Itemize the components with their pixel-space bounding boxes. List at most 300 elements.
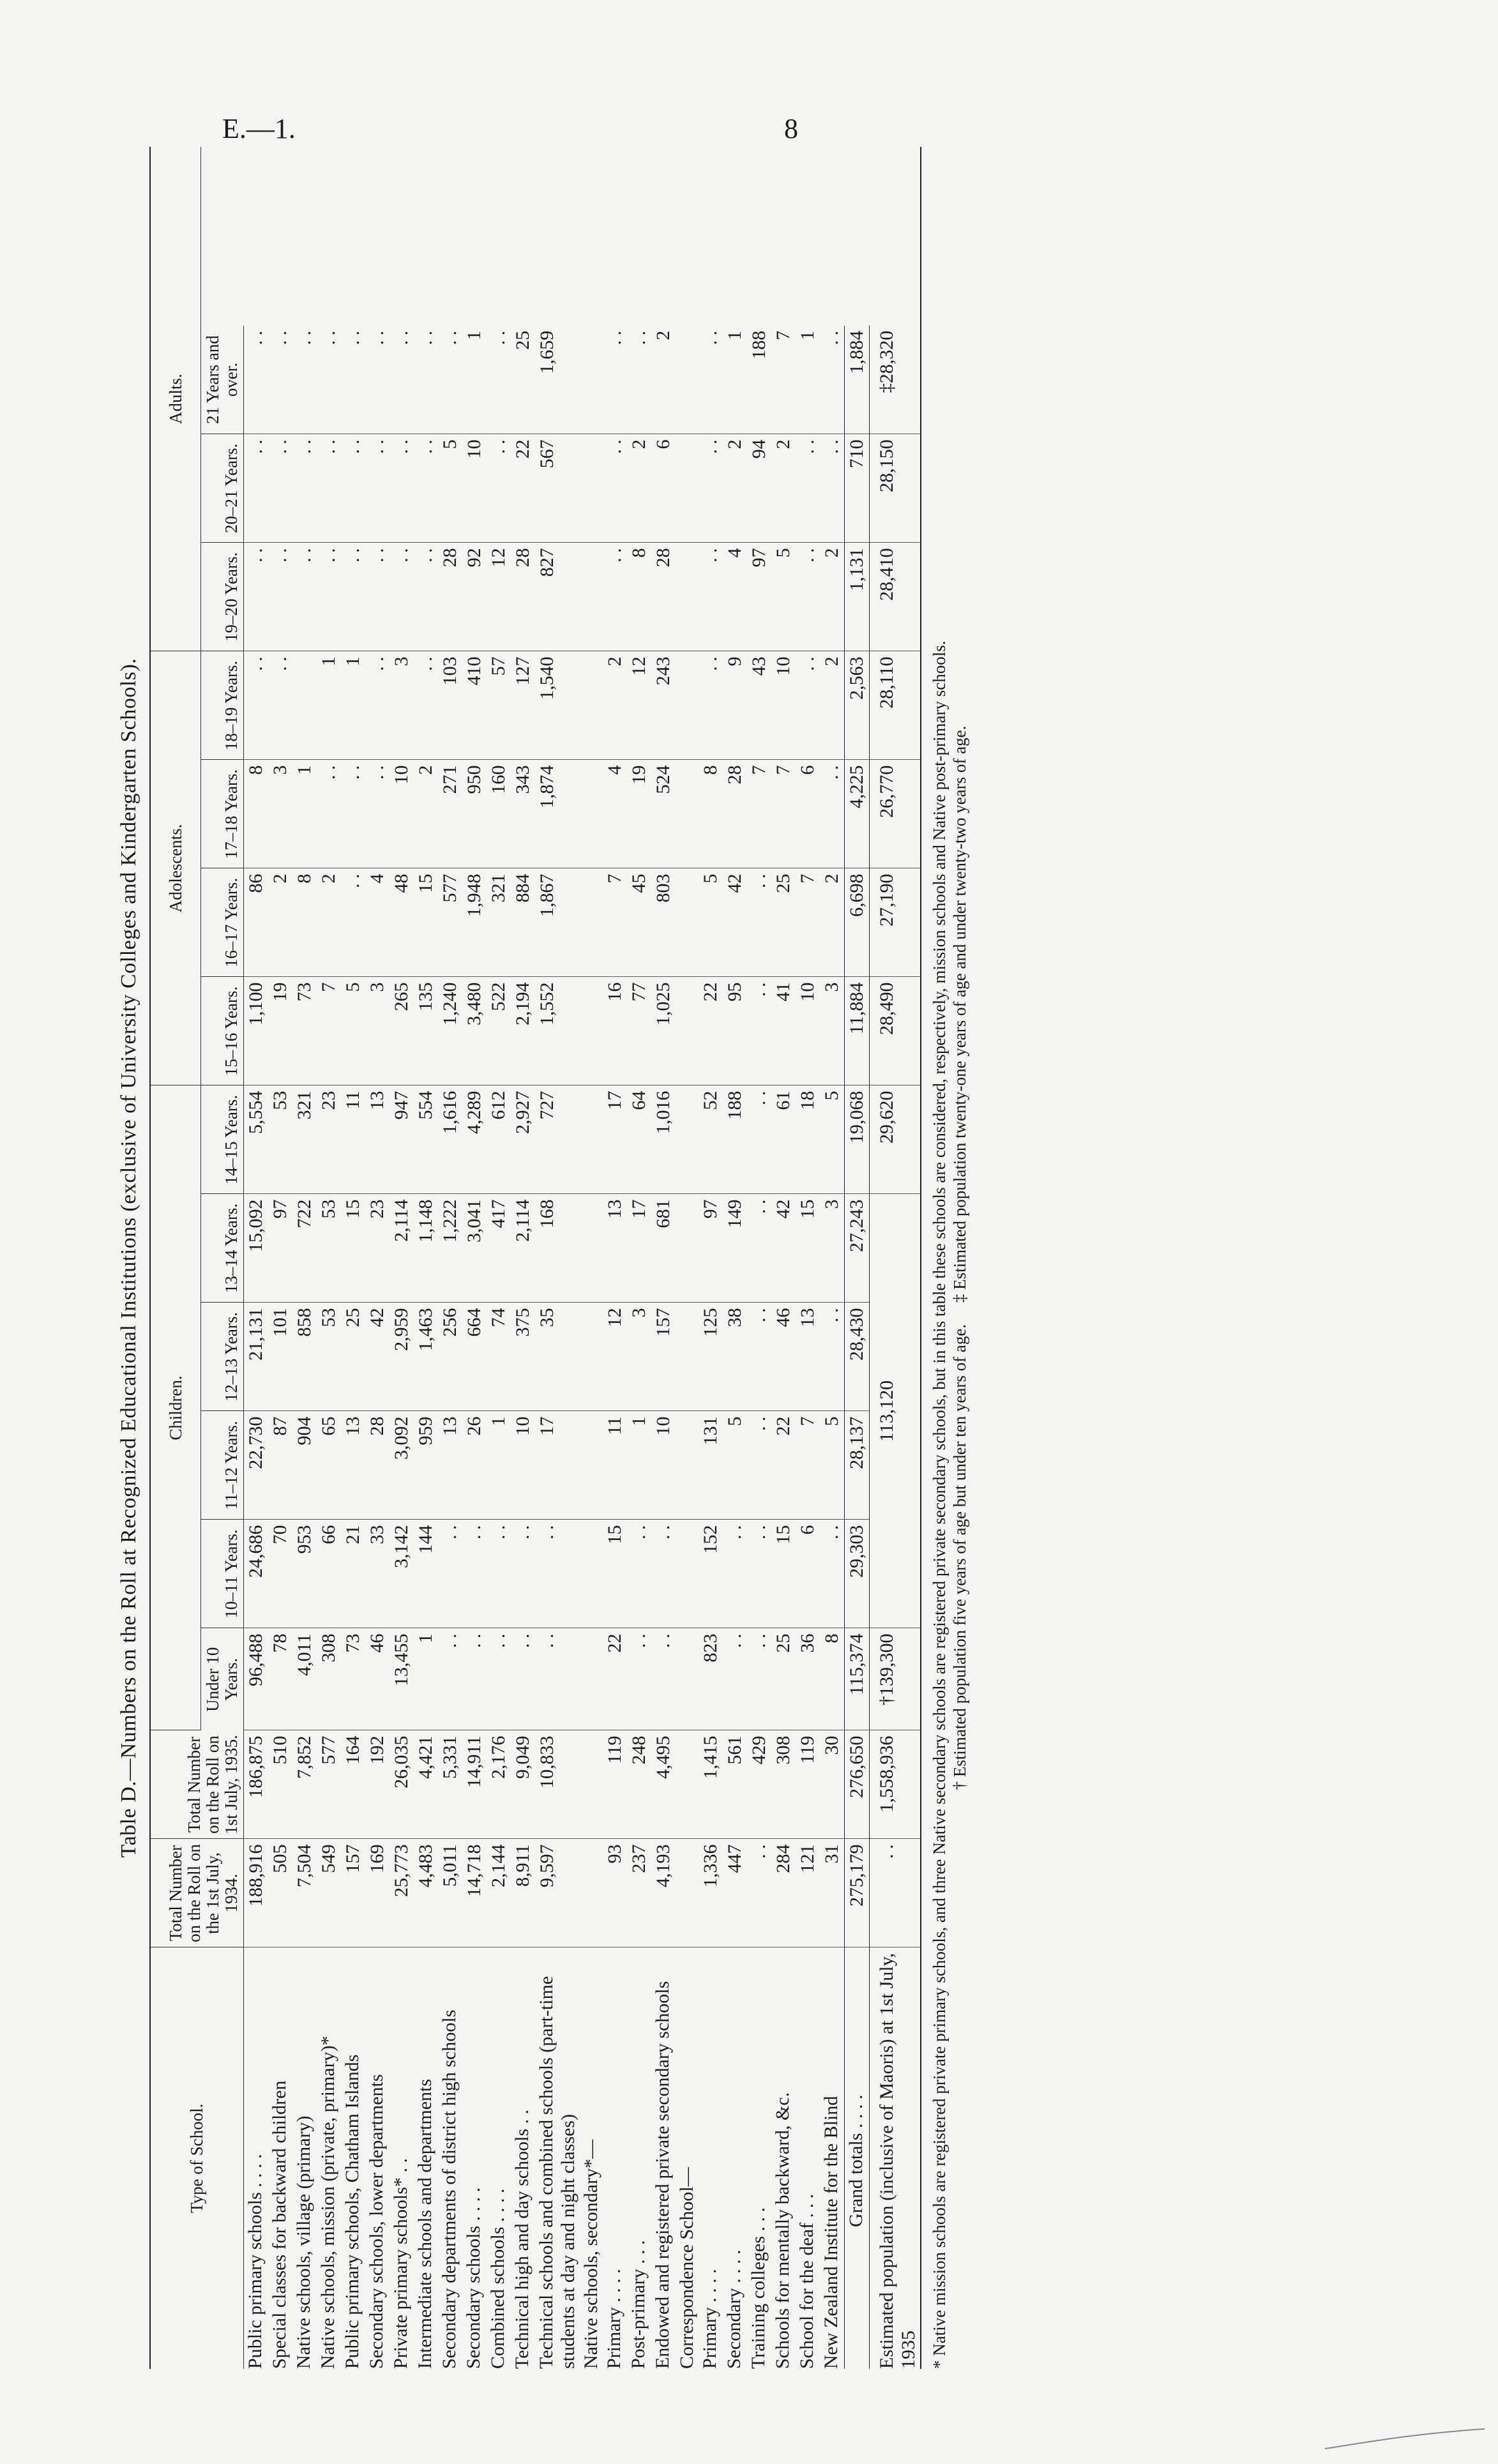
- grand-total-value: 28,430: [845, 1303, 870, 1411]
- row-value: 4,289: [462, 1085, 487, 1194]
- row-value: 7,504: [292, 1839, 317, 1947]
- row-value: 1,867: [535, 868, 580, 977]
- row-value: 15: [771, 1520, 796, 1628]
- row-value: 1: [796, 326, 820, 434]
- page-number: 8: [784, 113, 798, 144]
- row-value: 4,495: [651, 1730, 676, 1839]
- row-value: 36: [796, 1628, 820, 1730]
- row-value: 8: [699, 760, 723, 868]
- table-row: [341, 147, 365, 2369]
- row-value: 15: [341, 1194, 365, 1303]
- row-value: . .: [292, 434, 317, 543]
- row-value: 554: [414, 1085, 438, 1194]
- row-value: 1,659: [535, 326, 580, 434]
- row-value: 46: [771, 1303, 796, 1411]
- row-value: 57: [487, 651, 511, 760]
- estimated-roll-1935: 1,558,936: [870, 1730, 921, 1839]
- row-value: . .: [268, 434, 292, 543]
- row-value: 7: [796, 868, 820, 977]
- row-value: . .: [747, 1520, 771, 1628]
- row-value: [676, 868, 699, 977]
- row-value: 6: [651, 434, 676, 543]
- row-value: 2: [723, 434, 747, 543]
- row-value: 5,554: [244, 1085, 269, 1194]
- col-19-20: 19–20 Years.: [201, 543, 244, 651]
- row-value: . .: [438, 326, 462, 434]
- row-label: Intermediate schools and departments: [414, 2078, 435, 2369]
- col-10-11: 10–11 Years.: [201, 1520, 244, 1628]
- row-value: . .: [268, 326, 292, 434]
- col-11-12: 11–12 Years.: [201, 1411, 244, 1520]
- row-value: 8: [627, 543, 651, 651]
- col-under-10: Under 10 Years.: [201, 1628, 244, 1730]
- row-value: 7: [771, 760, 796, 868]
- row-value: . .: [365, 326, 390, 434]
- row-value: . .: [390, 326, 414, 434]
- row-value: 4,011: [292, 1628, 317, 1730]
- row-value: 1: [414, 1628, 438, 1730]
- row-value: 23: [317, 1085, 341, 1194]
- row-value: 15: [414, 868, 438, 977]
- row-value: [676, 434, 699, 543]
- row-value: 524: [651, 760, 676, 868]
- row-value: 94: [747, 434, 771, 543]
- row-value: 13,455: [390, 1628, 414, 1730]
- estimated-value: ‡28,320: [870, 326, 921, 434]
- row-value: . .: [365, 651, 390, 760]
- row-value: 375: [511, 1303, 535, 1411]
- row-label: School for the deaf . . .: [796, 2193, 817, 2369]
- row-value: . .: [317, 543, 341, 651]
- row-value: 3,142: [390, 1520, 414, 1628]
- row-value: . .: [723, 1628, 747, 1730]
- row-value: 9,049: [511, 1730, 535, 1839]
- grand-total-value: 19,068: [845, 1085, 870, 1194]
- row-value: 505: [268, 1839, 292, 1947]
- estimated-value: 29,620: [870, 1085, 921, 1194]
- row-label: Combined schools . . . .: [487, 2188, 508, 2369]
- row-value: 447: [723, 1839, 747, 1947]
- row-value: 4: [603, 760, 627, 868]
- col-18-19: 18–19 Years.: [201, 651, 244, 760]
- row-value: . .: [341, 543, 365, 651]
- row-value: 1: [627, 1411, 651, 1520]
- row-value: 30: [820, 1730, 845, 1839]
- row-value: . .: [511, 1520, 535, 1628]
- row-value: . .: [699, 326, 723, 434]
- row-value: 95: [723, 977, 747, 1085]
- row-value: 1,336: [699, 1839, 723, 1947]
- row-value: 14,718: [462, 1839, 487, 1947]
- row-value: . .: [414, 326, 438, 434]
- row-value: . .: [487, 326, 511, 434]
- row-value: 1,016: [651, 1085, 676, 1194]
- col-20-21: 20–21 Years.: [201, 434, 244, 543]
- row-value: 96,488: [244, 1628, 269, 1730]
- row-value: 119: [796, 1730, 820, 1839]
- row-value: 4: [365, 868, 390, 977]
- row-value: [676, 1194, 699, 1303]
- row-value: 265: [390, 977, 414, 1085]
- row-value: 417: [487, 1194, 511, 1303]
- col-17-18: 17–18 Years.: [201, 760, 244, 868]
- row-value: 22: [771, 1411, 796, 1520]
- row-value: 1,100: [244, 977, 269, 1085]
- row-value: 168: [535, 1194, 580, 1303]
- row-value: 42: [365, 1303, 390, 1411]
- row-value: 510: [268, 1730, 292, 1839]
- row-value: 19: [627, 760, 651, 868]
- row-value: . .: [723, 1520, 747, 1628]
- row-value: 73: [292, 977, 317, 1085]
- row-value: . .: [244, 543, 269, 651]
- row-value: 858: [292, 1303, 317, 1411]
- row-value: 16: [603, 977, 627, 1085]
- grand-total-value: 27,243: [845, 1194, 870, 1303]
- row-value: 577: [438, 868, 462, 977]
- grand-total-value: 275,179: [845, 1839, 870, 1947]
- row-value: 2: [771, 434, 796, 543]
- row-label: Post-primary . . .: [628, 2240, 649, 2369]
- footnote-dagger-text: † Estimated population five years of age but under ten years of age.: [950, 1324, 969, 1790]
- footnote-dagger: [949, 147, 970, 2369]
- row-value: 904: [292, 1411, 317, 1520]
- row-value: 4,421: [414, 1730, 438, 1839]
- row-value: 25,773: [390, 1839, 414, 1947]
- row-value: . .: [341, 326, 365, 434]
- estimated-value: 28,150: [870, 434, 921, 543]
- row-value: 950: [462, 760, 487, 868]
- row-value: 28: [651, 543, 676, 651]
- row-value: 119: [603, 1730, 627, 1839]
- row-value: 164: [341, 1730, 365, 1839]
- row-value: 4,483: [414, 1839, 438, 1947]
- row-value: 2: [651, 326, 676, 434]
- row-value: 1,463: [414, 1303, 438, 1411]
- row-value: 152: [699, 1520, 723, 1628]
- row-value: 97: [699, 1194, 723, 1303]
- row-value: 65: [317, 1411, 341, 1520]
- row-value: . .: [268, 543, 292, 651]
- row-value: 5: [771, 543, 796, 651]
- row-value: 803: [651, 868, 676, 977]
- col-13-14: 13–14 Years.: [201, 1194, 244, 1303]
- row-value: . .: [244, 326, 269, 434]
- row-value: 19: [268, 977, 292, 1085]
- estimated-under-10: †139,300: [870, 1628, 921, 1730]
- row-value: 12: [627, 651, 651, 760]
- row-value: 3: [268, 760, 292, 868]
- row-value: 53: [268, 1085, 292, 1194]
- row-value: 135: [414, 977, 438, 1085]
- row-value: 53: [317, 1303, 341, 1411]
- row-value: 25: [341, 1303, 365, 1411]
- row-value: 2: [268, 868, 292, 977]
- row-value: [676, 1628, 699, 1730]
- row-value: . .: [462, 1628, 487, 1730]
- row-value: 5: [341, 977, 365, 1085]
- row-value: 2,927: [511, 1085, 535, 1194]
- row-value: 73: [341, 1628, 365, 1730]
- row-value: . .: [414, 651, 438, 760]
- row-value: 1,948: [462, 868, 487, 977]
- row-label: Primary . . . .: [603, 2269, 624, 2369]
- row-value: 4,193: [651, 1839, 676, 1947]
- row-value: 160: [487, 760, 511, 868]
- row-value: 103: [438, 651, 462, 760]
- row-value: 410: [462, 651, 487, 760]
- page-reference: E.—1.: [222, 113, 296, 144]
- row-value: 46: [365, 1628, 390, 1730]
- row-value: 522: [487, 977, 511, 1085]
- row-value: 93: [603, 1839, 627, 1947]
- row-value: 5: [699, 868, 723, 977]
- row-value: 42: [723, 868, 747, 977]
- row-value: 13: [603, 1194, 627, 1303]
- row-value: 577: [317, 1730, 341, 1839]
- row-value: 92: [462, 543, 487, 651]
- row-value: 13: [796, 1303, 820, 1411]
- table-row: [723, 147, 747, 2369]
- row-value: . .: [796, 543, 820, 651]
- row-value: . .: [535, 1628, 580, 1730]
- table-row: [511, 147, 535, 2369]
- row-value: 664: [462, 1303, 487, 1411]
- table-row: [747, 147, 771, 2369]
- table-row: [317, 147, 341, 2369]
- row-label: Public primary schools . . . .: [245, 2154, 266, 2369]
- row-value: 10: [771, 651, 796, 760]
- col-roll-1935: Total Number on the Roll on 1st July, 1935.: [150, 1730, 244, 1839]
- row-value: . .: [462, 1520, 487, 1628]
- pencil-mark-icon: [1322, 2426, 1488, 2452]
- grand-totals-row: [845, 147, 870, 2369]
- row-value: [580, 434, 603, 543]
- row-value: 549: [317, 1839, 341, 1947]
- row-value: . .: [699, 434, 723, 543]
- table-row: [580, 147, 603, 2369]
- row-value: 10: [390, 760, 414, 868]
- row-label: Special classes for backward children: [269, 2080, 290, 2369]
- row-value: 28: [511, 543, 535, 651]
- row-value: 12: [487, 543, 511, 651]
- row-value: 2,959: [390, 1303, 414, 1411]
- row-value: [580, 868, 603, 977]
- row-value: 1: [487, 1411, 511, 1520]
- row-value: 1: [317, 651, 341, 760]
- grand-total-value: 276,650: [845, 1730, 870, 1839]
- row-value: 22: [511, 434, 535, 543]
- col-14-15: 14–15 Years.: [201, 1085, 244, 1194]
- row-value: . .: [796, 651, 820, 760]
- row-value: 31: [820, 1839, 845, 1947]
- row-value: 953: [292, 1520, 317, 1628]
- row-value: 22,730: [244, 1411, 269, 1520]
- row-value: 561: [723, 1730, 747, 1839]
- row-value: 612: [487, 1085, 511, 1194]
- row-value: 308: [317, 1628, 341, 1730]
- row-value: 2,114: [511, 1194, 535, 1303]
- row-value: [676, 1520, 699, 1628]
- row-value: 11: [603, 1411, 627, 1520]
- row-value: 48: [390, 868, 414, 977]
- row-value: [580, 1520, 603, 1628]
- row-value: 21,131: [244, 1303, 269, 1411]
- row-value: [580, 651, 603, 760]
- row-value: 157: [341, 1839, 365, 1947]
- row-label: Technical schools and combined schools (part-time students at day and night classes): [536, 1976, 579, 2369]
- row-value: 87: [268, 1411, 292, 1520]
- row-value: 78: [268, 1628, 292, 1730]
- row-value: 131: [699, 1411, 723, 1520]
- row-value: 1: [292, 760, 317, 868]
- row-value: [676, 1839, 699, 1947]
- row-value: . .: [341, 868, 365, 977]
- row-value: [676, 1730, 699, 1839]
- row-value: . .: [747, 1085, 771, 1194]
- row-value: 22: [603, 1628, 627, 1730]
- row-value: 144: [414, 1520, 438, 1628]
- row-value: . .: [317, 326, 341, 434]
- row-value: . .: [651, 1628, 676, 1730]
- row-label: Secondary departments of district high schools: [439, 2009, 460, 2369]
- row-value: 25: [511, 326, 535, 434]
- row-value: 7: [603, 868, 627, 977]
- row-value: 681: [651, 1194, 676, 1303]
- row-value: 23: [365, 1194, 390, 1303]
- row-value: 5: [820, 1411, 845, 1520]
- row-value: 7: [796, 1411, 820, 1520]
- row-value: [580, 1085, 603, 1194]
- row-value: 17: [535, 1411, 580, 1520]
- estimated-children-10-14: 113,120: [870, 1194, 921, 1628]
- group-adolescents: Adolescents.: [150, 651, 201, 1085]
- row-value: . .: [341, 434, 365, 543]
- row-value: [580, 1194, 603, 1303]
- row-value: 271: [438, 760, 462, 868]
- row-value: 17: [603, 1085, 627, 1194]
- row-value: 43: [747, 651, 771, 760]
- row-value: 3: [820, 1194, 845, 1303]
- row-value: [676, 651, 699, 760]
- row-value: 169: [365, 1839, 390, 1947]
- estimated-value: 28,410: [870, 543, 921, 651]
- row-value: 284: [771, 1839, 796, 1947]
- row-value: 28: [723, 760, 747, 868]
- row-value: . .: [268, 651, 292, 760]
- row-value: . .: [414, 434, 438, 543]
- row-value: 5,011: [438, 1839, 462, 1947]
- row-value: 26: [462, 1411, 487, 1520]
- row-value: 1,552: [535, 977, 580, 1085]
- row-value: 10: [796, 977, 820, 1085]
- row-value: [676, 1303, 699, 1411]
- row-value: 7,852: [292, 1730, 317, 1839]
- row-value: 1,874: [535, 760, 580, 868]
- row-label: Technical high and day schools . .: [511, 2109, 533, 2369]
- row-value: 26,035: [390, 1730, 414, 1839]
- row-value: [676, 760, 699, 868]
- row-value: 33: [365, 1520, 390, 1628]
- row-label: Secondary . . . .: [723, 2249, 745, 2369]
- row-value: . .: [511, 1628, 535, 1730]
- row-value: 3,041: [462, 1194, 487, 1303]
- table-row: [244, 147, 269, 2369]
- row-value: 25: [771, 1628, 796, 1730]
- row-value: 3,480: [462, 977, 487, 1085]
- row-value: 12: [603, 1303, 627, 1411]
- row-value: [676, 1411, 699, 1520]
- row-value: . .: [820, 760, 845, 868]
- row-value: 25: [771, 868, 796, 977]
- row-value: 38: [723, 1303, 747, 1411]
- row-value: 321: [487, 868, 511, 977]
- row-value: . .: [747, 1628, 771, 1730]
- row-value: . .: [747, 1194, 771, 1303]
- row-value: 1,415: [699, 1730, 723, 1839]
- row-value: [676, 543, 699, 651]
- row-value: . .: [365, 760, 390, 868]
- grand-total-value: 2,563: [845, 651, 870, 760]
- row-value: 248: [627, 1730, 651, 1839]
- row-label: Native schools, village (primary): [293, 2115, 314, 2369]
- row-value: 3: [627, 1303, 651, 1411]
- row-label: Primary . . . .: [699, 2269, 720, 2369]
- table-row: [414, 147, 438, 2369]
- row-value: . .: [820, 434, 845, 543]
- row-value: 13: [438, 1411, 462, 1520]
- row-value: 21: [341, 1520, 365, 1628]
- row-value: 149: [723, 1194, 747, 1303]
- row-value: 17: [627, 1194, 651, 1303]
- row-value: [580, 326, 603, 434]
- footnotes: [929, 147, 970, 2369]
- row-value: [580, 1839, 603, 1947]
- row-value: . .: [317, 434, 341, 543]
- row-value: 308: [771, 1730, 796, 1839]
- row-value: . .: [796, 434, 820, 543]
- row-value: 1,025: [651, 977, 676, 1085]
- roll-numbers-table: [149, 147, 921, 2369]
- row-value: 959: [414, 1411, 438, 1520]
- grand-total-value: 4,225: [845, 760, 870, 868]
- row-value: 7: [317, 977, 341, 1085]
- grand-total-value: 28,137: [845, 1411, 870, 1520]
- table-title: Table D.—Numbers on the Roll at Recognized Educational Institutions (exclusive of University Colleges and Kindergarten Schools).: [117, 658, 140, 1858]
- row-value: 429: [747, 1730, 771, 1839]
- row-value: 15,092: [244, 1194, 269, 1303]
- row-value: 45: [627, 868, 651, 977]
- row-value: . .: [820, 1303, 845, 1411]
- row-value: 343: [511, 760, 535, 868]
- col-16-17: 16–17 Years.: [201, 868, 244, 977]
- row-value: 1,148: [414, 1194, 438, 1303]
- row-value: 321: [292, 1085, 317, 1194]
- row-value: . .: [487, 434, 511, 543]
- col-type-of-school: Type of School.: [150, 1947, 244, 2369]
- row-value: 947: [390, 1085, 414, 1194]
- row-value: 186,875: [244, 1730, 269, 1839]
- row-label: New Zealand Institute for the Blind: [821, 2096, 842, 2369]
- row-value: . .: [487, 1628, 511, 1730]
- col-15-16: 15–16 Years.: [201, 977, 244, 1085]
- row-value: 157: [651, 1303, 676, 1411]
- row-value: 9: [723, 651, 747, 760]
- row-value: 127: [511, 651, 535, 760]
- row-value: 1,240: [438, 977, 462, 1085]
- row-value: 24,686: [244, 1520, 269, 1628]
- row-value: [580, 977, 603, 1085]
